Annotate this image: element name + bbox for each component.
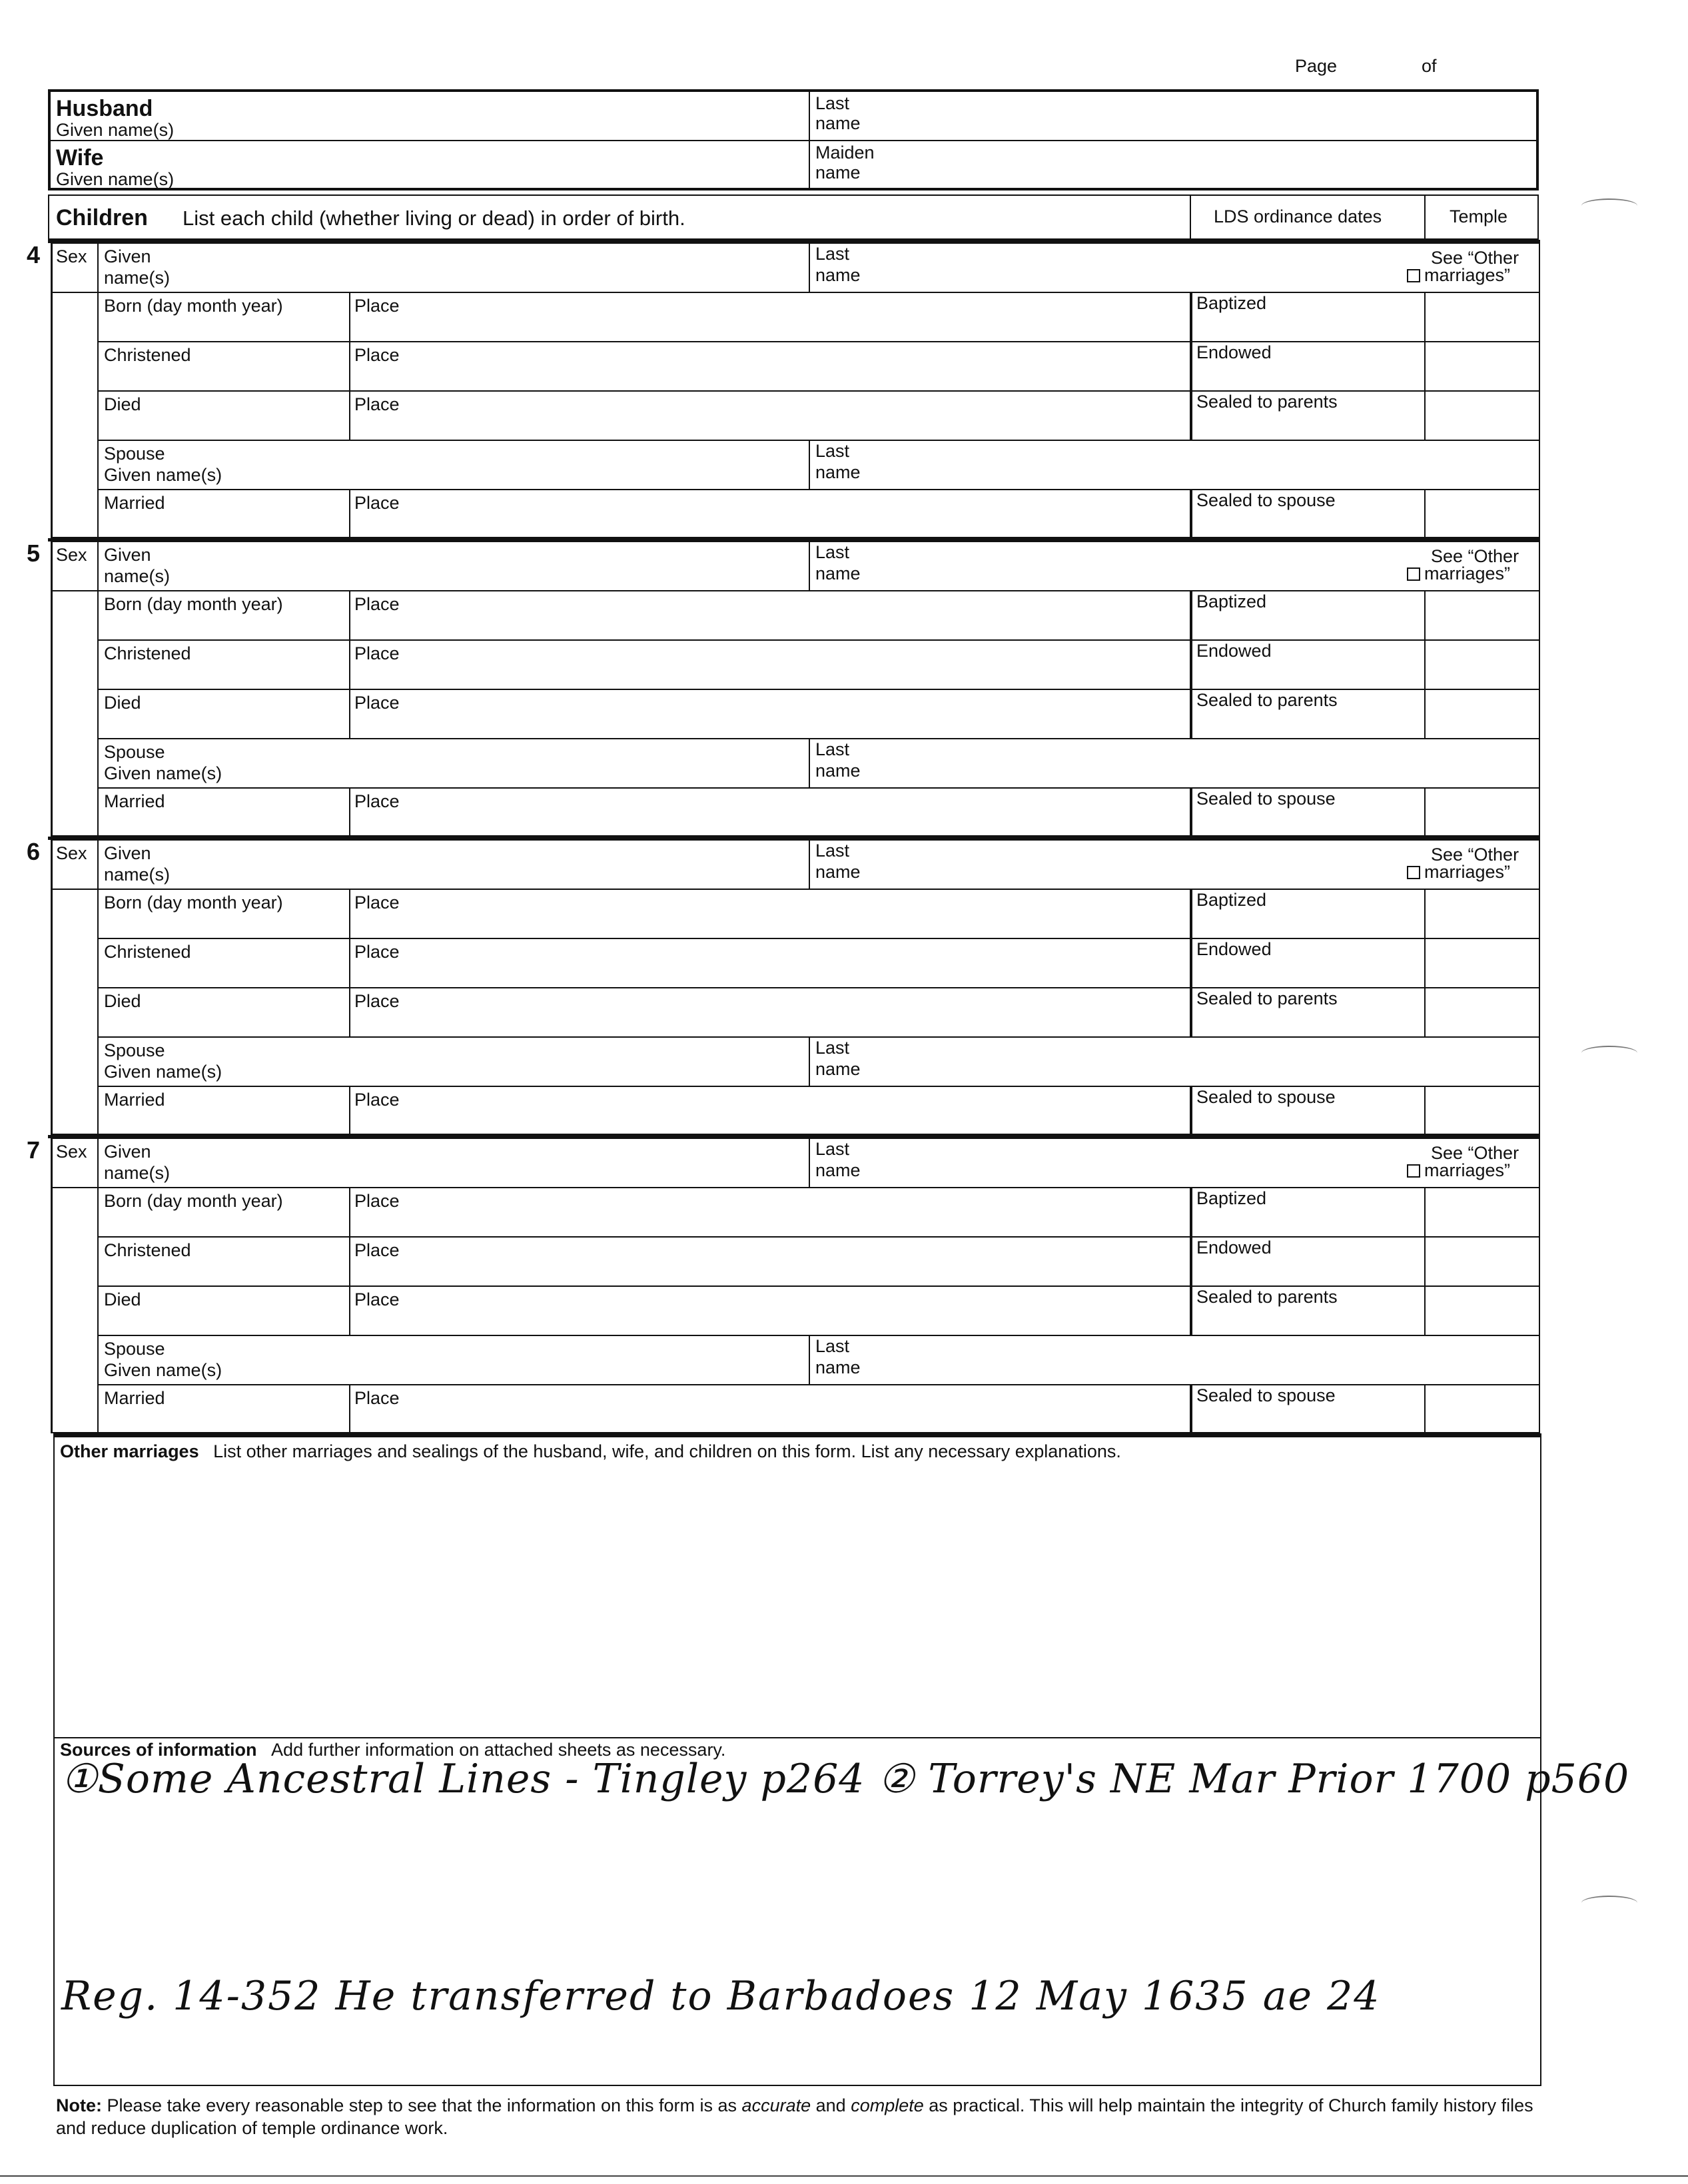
temple-divider — [1424, 889, 1426, 1036]
married-label: Married — [104, 493, 165, 513]
lds-divider — [1190, 1187, 1192, 1335]
children-header-div2 — [1424, 194, 1426, 240]
note-text-3: family history files and reduce duplication of temple ordinance work. — [56, 2095, 1533, 2138]
lds-ordinance-label: LDS ordinance dates — [1214, 206, 1382, 226]
christened-label: Christened — [104, 345, 191, 365]
sources-instruction: Add further information on attached sheets as necessary. — [271, 1740, 726, 1760]
date-place-divider — [349, 292, 350, 440]
married-place-label: Place — [354, 791, 400, 811]
given-row-bottom — [97, 292, 1540, 293]
born-row-bottom — [97, 938, 1540, 939]
sex-cell-bottom — [51, 889, 97, 890]
child-number: 5 — [27, 540, 41, 567]
other-marriages-checkbox[interactable] — [1407, 265, 1510, 286]
spouse-label: Spouse — [104, 1339, 165, 1359]
born-row-bottom — [97, 341, 1540, 342]
page-bottom-rule — [0, 2175, 1688, 2177]
other-marriages-checkbox[interactable] — [1407, 563, 1510, 584]
spouse-last-divider — [809, 738, 810, 787]
given-label: Given — [104, 545, 151, 565]
wife-given-label: Given name(s) — [56, 169, 175, 189]
died-place-label: Place — [354, 991, 400, 1011]
sex-cell-bottom — [51, 292, 97, 293]
sex-label: Sex — [56, 843, 87, 863]
christened-place-label: Place — [354, 345, 400, 365]
given-label: Given — [104, 843, 151, 863]
other-marriages-checkbox[interactable] — [1407, 862, 1510, 883]
last-label: Last — [815, 1139, 850, 1159]
husband-given-label: Given name(s) — [56, 120, 175, 140]
spouse-name-label: name — [815, 1357, 861, 1377]
temple-divider-married — [1424, 787, 1426, 837]
baptized-label: Baptized — [1196, 1188, 1267, 1208]
last-label: Last — [815, 841, 850, 861]
spouse-last-divider — [809, 1036, 810, 1086]
died-label: Died — [104, 693, 141, 713]
note-text-2: as practical. This will help maintain the integrity of Church — [929, 2095, 1387, 2115]
married-label: Married — [104, 1090, 165, 1110]
name-label: name — [815, 862, 861, 882]
lds-divider-married — [1190, 489, 1192, 538]
other-marriages-instruction: List other marriages and sealings of the husband, wife, and children on this form. List any necessary explanations. — [213, 1441, 1121, 1461]
see-other-label-2: marriages” — [1424, 265, 1511, 285]
christened-place-label: Place — [354, 643, 400, 663]
died-label: Died — [104, 1289, 141, 1309]
christened-label: Christened — [104, 1240, 191, 1260]
temple-divider — [1424, 590, 1426, 738]
page-label: Page — [1295, 56, 1338, 76]
form-note — [56, 2094, 1548, 2139]
names-label: name(s) — [104, 1163, 171, 1183]
given-row-bottom — [97, 590, 1540, 591]
checkbox-icon — [1407, 269, 1420, 282]
christened-label: Christened — [104, 942, 191, 962]
see-other-label: See “Other — [1431, 845, 1519, 865]
spouse-last-label: Last — [815, 1336, 850, 1356]
of-label: of — [1422, 56, 1437, 76]
sources-title: Sources of information — [60, 1740, 257, 1760]
sealed-parents-label: Sealed to parents — [1196, 690, 1338, 710]
temple-divider — [1424, 1187, 1426, 1335]
died-place-label: Place — [354, 1289, 400, 1309]
temple-divider-married — [1424, 1384, 1426, 1433]
spouse-name-label: name — [815, 761, 861, 781]
date-place-divider — [349, 889, 350, 1036]
born-row-bottom — [97, 1236, 1540, 1238]
married-place-label: Place — [354, 1388, 400, 1408]
sources-handwritten-line1: ①Some Ancestral Lines - Tingley p264 ② Torrey's NE Mar Prior 1700 p560 — [61, 1756, 1630, 1802]
born-place-label: Place — [354, 1191, 400, 1211]
checkbox-icon — [1407, 567, 1420, 581]
name-label: name — [815, 1160, 861, 1180]
sex-label: Sex — [56, 246, 87, 266]
married-label: Married — [104, 1388, 165, 1408]
child-number: 6 — [27, 838, 41, 865]
date-place-divider — [349, 590, 350, 738]
children-header-div1 — [1190, 194, 1191, 240]
born-row-bottom — [97, 639, 1540, 641]
spouse-last-divider — [809, 1335, 810, 1384]
note-complete: complete — [851, 2095, 924, 2115]
wife-name-label: name — [815, 163, 861, 182]
note-label: Note: — [56, 2095, 102, 2115]
endowed-label: Endowed — [1196, 939, 1272, 959]
sealed-parents-label: Sealed to parents — [1196, 392, 1338, 412]
date-place-divider — [349, 1187, 350, 1335]
sealed-parents-label: Sealed to parents — [1196, 1287, 1338, 1307]
married-place-divider — [349, 787, 350, 837]
husband-last-label: Last — [815, 93, 850, 113]
names-label: name(s) — [104, 268, 171, 288]
see-other-label-2: marriages” — [1424, 862, 1511, 882]
given-last-divider — [809, 541, 810, 590]
other-marriages-field[interactable] — [57, 1465, 1537, 1732]
sex-label: Sex — [56, 545, 87, 565]
sources-field[interactable] — [57, 1762, 1537, 2082]
other-marriages-checkbox[interactable] — [1407, 1160, 1510, 1181]
spouse-name-label: name — [815, 1059, 861, 1079]
given-row-bottom — [97, 889, 1540, 890]
temple-label: Temple — [1450, 206, 1508, 226]
died-place-label: Place — [354, 394, 400, 414]
couple-col-divider — [809, 89, 810, 190]
husband-name-label: name — [815, 113, 861, 133]
spouse-last-divider — [809, 440, 810, 489]
sources-handwritten-line2: Reg. 14-352 He transferred to Barbadoes 12 May 1635 ae 24 — [61, 1973, 1381, 2019]
temple-divider-married — [1424, 1086, 1426, 1135]
married-place-divider — [349, 489, 350, 538]
born-label: Born (day month year) — [104, 1191, 283, 1211]
note-and: and — [815, 2095, 846, 2115]
sealed-spouse-label: Sealed to spouse — [1196, 1385, 1336, 1405]
baptized-label: Baptized — [1196, 293, 1267, 313]
given-last-divider — [809, 1138, 810, 1187]
sex-cell-bottom — [51, 1187, 97, 1188]
binder-hole-mark — [1581, 1046, 1637, 1060]
born-label: Born (day month year) — [104, 594, 283, 614]
spouse-label: Spouse — [104, 444, 165, 464]
checkbox-icon — [1407, 1164, 1420, 1178]
note-text-1: Please take every reasonable step to see that the information on this form is as — [107, 2095, 737, 2115]
last-label: Last — [815, 244, 850, 264]
spouse-name-label: name — [815, 462, 861, 482]
endowed-label: Endowed — [1196, 1238, 1272, 1258]
sealed-spouse-label: Sealed to spouse — [1196, 1087, 1336, 1107]
sources-divider — [53, 1737, 1541, 1738]
spouse-given-label: Given name(s) — [104, 1062, 222, 1082]
christened-label: Christened — [104, 643, 191, 663]
christened-place-label: Place — [354, 942, 400, 962]
binder-hole-mark — [1581, 1896, 1637, 1910]
died-label: Died — [104, 991, 141, 1011]
given-label: Given — [104, 1142, 151, 1162]
born-place-label: Place — [354, 296, 400, 316]
spouse-label: Spouse — [104, 742, 165, 762]
lds-divider-married — [1190, 1384, 1192, 1433]
given-last-divider — [809, 242, 810, 292]
checkbox-icon — [1407, 866, 1420, 879]
endowed-label: Endowed — [1196, 641, 1272, 661]
names-label: name(s) — [104, 566, 171, 586]
married-label: Married — [104, 791, 165, 811]
spouse-last-label: Last — [815, 1038, 850, 1058]
died-place-label: Place — [354, 693, 400, 713]
sex-label: Sex — [56, 1142, 87, 1162]
husband-title: Husband — [56, 96, 153, 121]
wife-maiden-label: Maiden — [815, 143, 875, 163]
binder-hole-mark — [1581, 198, 1637, 213]
given-last-divider — [809, 839, 810, 889]
spouse-given-label: Given name(s) — [104, 763, 222, 783]
married-place-label: Place — [354, 1090, 400, 1110]
baptized-label: Baptized — [1196, 890, 1267, 910]
temple-divider — [1424, 292, 1426, 440]
sex-cell-bottom — [51, 590, 97, 591]
given-label: Given — [104, 246, 151, 266]
lds-divider — [1190, 292, 1192, 440]
child-number: 4 — [27, 241, 41, 268]
spouse-last-label: Last — [815, 441, 850, 461]
married-place-divider — [349, 1384, 350, 1433]
wife-title: Wife — [56, 145, 104, 171]
lds-divider — [1190, 889, 1192, 1036]
see-other-label-2: marriages” — [1424, 563, 1511, 583]
couple-divider — [48, 140, 1539, 141]
name-label: name — [815, 563, 861, 583]
born-label: Born (day month year) — [104, 893, 283, 912]
married-place-divider — [349, 1086, 350, 1135]
last-label: Last — [815, 542, 850, 562]
other-marriages-header — [60, 1441, 1121, 1462]
see-other-label: See “Other — [1431, 546, 1519, 566]
temple-divider-married — [1424, 489, 1426, 538]
born-place-label: Place — [354, 594, 400, 614]
died-label: Died — [104, 394, 141, 414]
lds-divider-married — [1190, 787, 1192, 837]
baptized-label: Baptized — [1196, 591, 1267, 611]
born-label: Born (day month year) — [104, 296, 283, 316]
other-marriages-title: Other marriages — [60, 1441, 199, 1461]
children-instruction: List each child (whether living or dead) in order of birth. — [183, 206, 685, 230]
note-accurate: accurate — [741, 2095, 811, 2115]
names-label: name(s) — [104, 865, 171, 885]
see-other-label: See “Other — [1431, 248, 1519, 268]
given-row-bottom — [97, 1187, 1540, 1188]
spouse-last-label: Last — [815, 739, 850, 759]
sealed-parents-label: Sealed to parents — [1196, 988, 1338, 1008]
born-place-label: Place — [354, 893, 400, 912]
children-title: Children — [56, 205, 148, 230]
see-other-label: See “Other — [1431, 1143, 1519, 1163]
child-number: 7 — [27, 1136, 41, 1164]
spouse-given-label: Given name(s) — [104, 465, 222, 485]
endowed-label: Endowed — [1196, 342, 1272, 362]
name-label: name — [815, 265, 861, 285]
lds-divider — [1190, 590, 1192, 738]
married-place-label: Place — [354, 493, 400, 513]
sealed-spouse-label: Sealed to spouse — [1196, 490, 1336, 510]
sealed-spouse-label: Sealed to spouse — [1196, 789, 1336, 809]
see-other-label-2: marriages” — [1424, 1160, 1511, 1180]
christened-place-label: Place — [354, 1240, 400, 1260]
spouse-label: Spouse — [104, 1040, 165, 1060]
lds-divider-married — [1190, 1086, 1192, 1135]
spouse-given-label: Given name(s) — [104, 1360, 222, 1380]
